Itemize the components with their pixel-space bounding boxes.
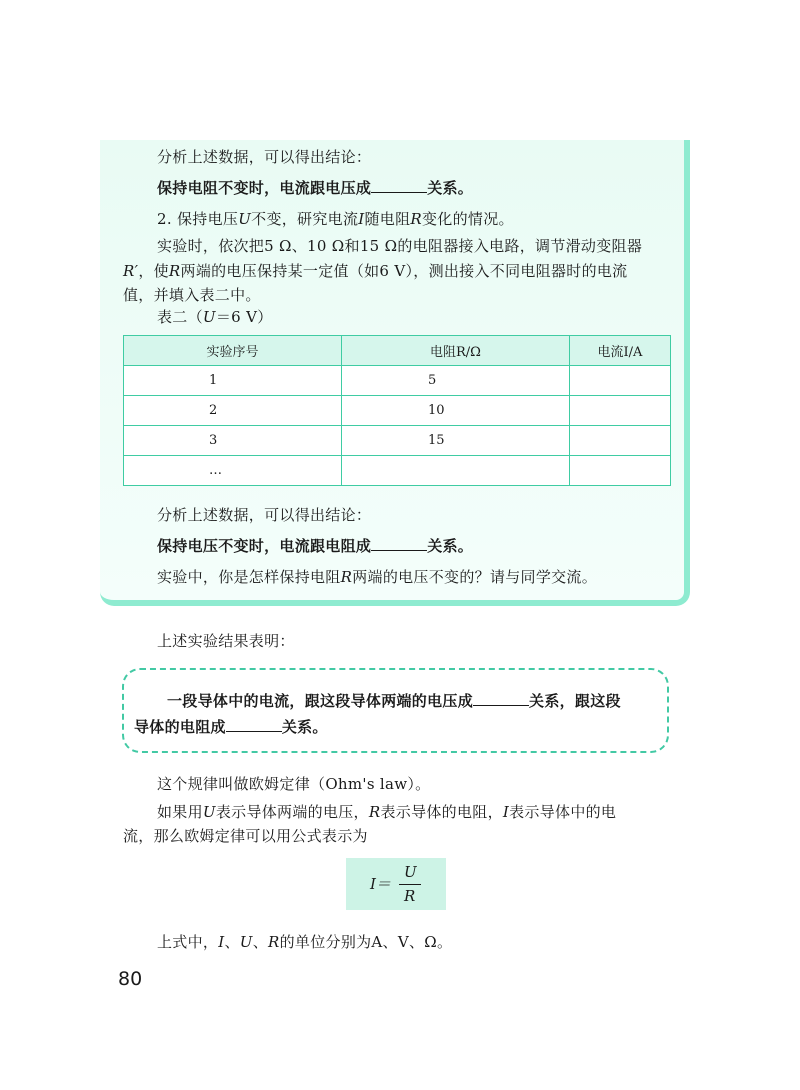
table-row [124, 366, 671, 396]
experiment-line-3: 值，并填入表二中。 [123, 286, 261, 304]
cell-resistance: 5 [341, 366, 569, 396]
experiment-line-1: 实验时，依次把5 Ω、10 Ω和15 Ω的电阻器接入电路，调节滑动变阻器 [157, 237, 643, 255]
item-2-title: 2. 保持电压U不变，研究电流I随电阻R变化的情况。 [157, 210, 514, 228]
cell-resistance [341, 456, 569, 486]
conclusion-1: 保持电阻不变时，电流跟电压成 关系。 [157, 179, 474, 197]
cell-current[interactable] [569, 456, 670, 486]
cell-resistance: 10 [341, 396, 569, 426]
formula-lhs: I＝ [370, 875, 391, 893]
results-intro: 上述实验结果表明： [157, 632, 295, 650]
definition-line-2: 流，那么欧姆定律可以用公式表示为 [123, 827, 368, 845]
answer-blank[interactable] [226, 717, 282, 732]
ohms-law-formula [346, 858, 446, 910]
formula-numerator: U [404, 863, 417, 881]
cell-seq: 2 [124, 396, 342, 426]
table-caption: 表二（U＝6 V） [157, 308, 273, 326]
fraction-bar [399, 884, 421, 885]
header-current: 电流I/A [569, 336, 670, 366]
law-statement-line-1: 一段导体中的电流，跟这段导体两端的电压成 关系，跟这段 [167, 692, 621, 710]
page-number: 80 [118, 968, 143, 990]
cell-seq: 1 [124, 366, 342, 396]
table-row [124, 396, 671, 426]
data-table-2 [123, 335, 671, 486]
table-header-row [124, 336, 671, 366]
cell-seq: 3 [124, 426, 342, 456]
answer-blank[interactable] [371, 178, 427, 193]
cell-resistance: 15 [341, 426, 569, 456]
units-line: 上式中，I、U、R的单位分别为A、V、Ω。 [157, 933, 453, 951]
discussion-question: 实验中，你是怎样保持电阻R两端的电压不变的？请与同学交流。 [157, 568, 598, 586]
answer-blank[interactable] [371, 536, 427, 551]
conclusion-2: 保持电压不变时，电流跟电阻成 关系。 [157, 537, 474, 555]
cell-current[interactable] [569, 366, 670, 396]
analyze-text-2: 分析上述数据，可以得出结论： [157, 506, 372, 524]
law-statement-line-2: 导体的电阻成 关系。 [134, 718, 328, 736]
cell-current[interactable] [569, 396, 670, 426]
cell-current[interactable] [569, 426, 670, 456]
analyze-text-1: 分析上述数据，可以得出结论： [157, 148, 372, 166]
definition-line-1: 如果用U表示导体两端的电压，R表示导体的电阻，I表示导体中的电 [157, 803, 617, 821]
header-seq: 实验序号 [124, 336, 342, 366]
table-row [124, 426, 671, 456]
header-resistance: 电阻R/Ω [341, 336, 569, 366]
formula-denominator: R [404, 887, 416, 905]
law-name: 这个规律叫做欧姆定律（Ohm's law）。 [157, 775, 431, 793]
experiment-line-2: R′，使R两端的电压保持某一定值（如6 V），测出接入不同电阻器时的电流 [123, 262, 628, 280]
cell-seq: … [124, 456, 342, 486]
answer-blank[interactable] [473, 691, 529, 706]
table-row [124, 456, 671, 486]
